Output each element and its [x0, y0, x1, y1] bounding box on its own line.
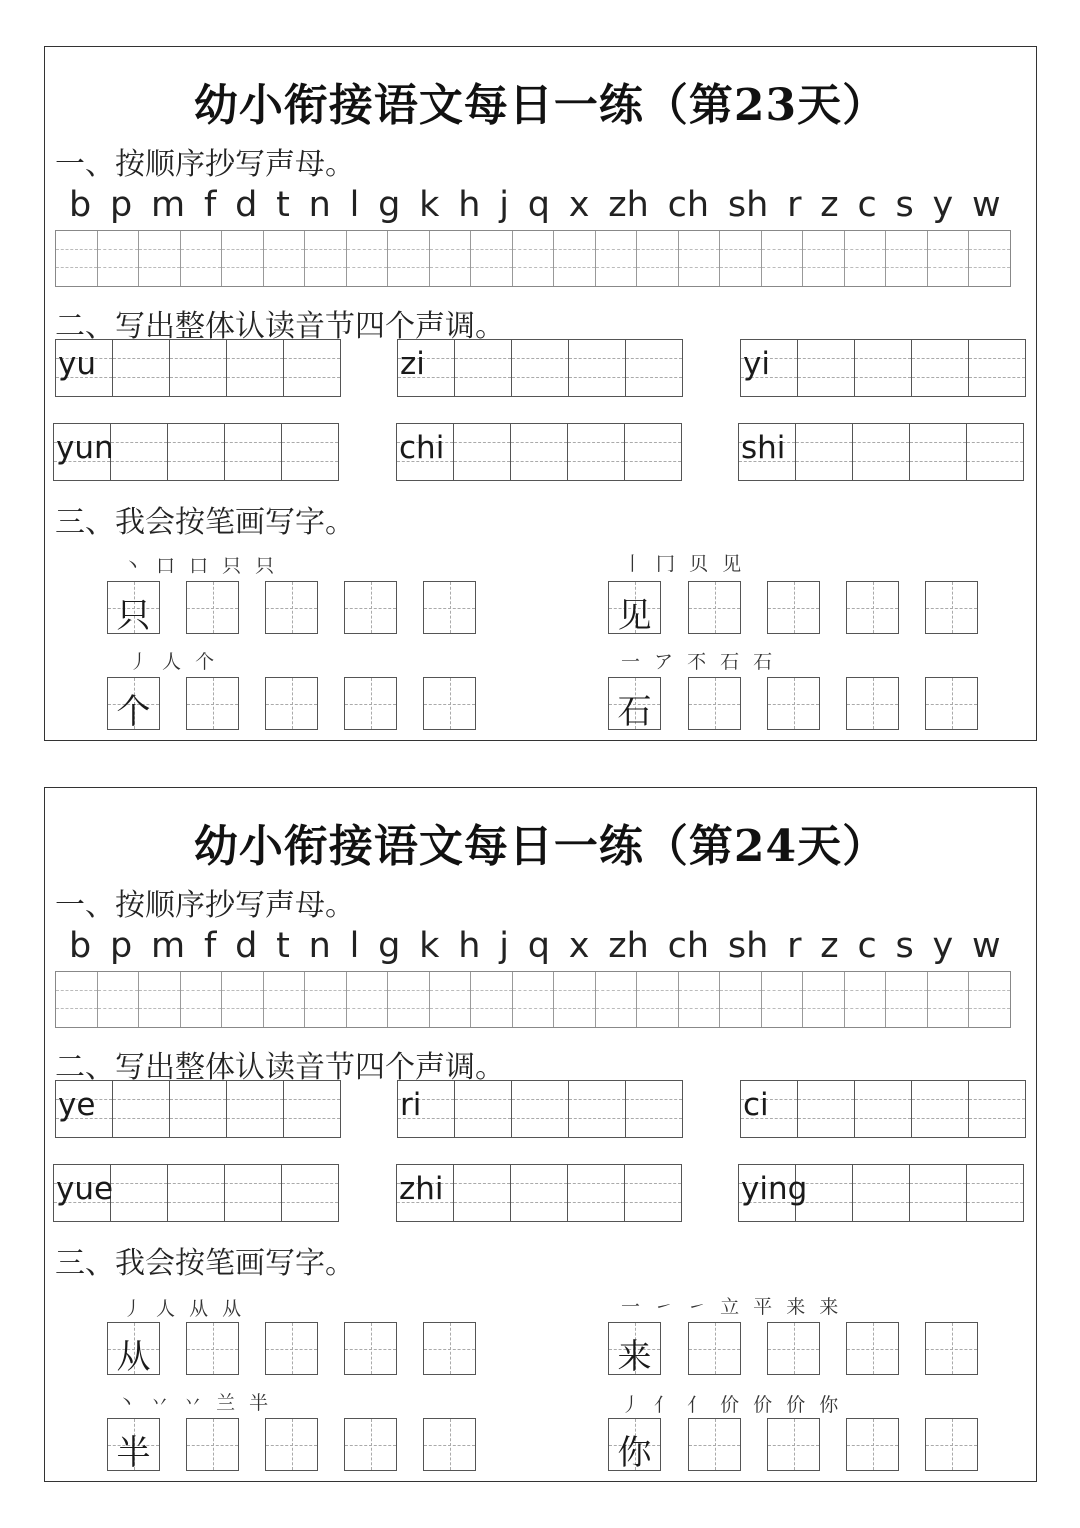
- writing-cell[interactable]: [845, 231, 887, 286]
- initial: w: [972, 926, 1001, 966]
- writing-cell[interactable]: [596, 231, 638, 286]
- writing-cell[interactable]: [347, 972, 389, 1027]
- practice-box[interactable]: [344, 1322, 397, 1375]
- initial: r: [787, 185, 802, 225]
- initial: m: [151, 185, 186, 225]
- practice-box[interactable]: [925, 1322, 978, 1375]
- section-3-heading: 三、我会按笔画写字。: [55, 505, 355, 540]
- writing-cell[interactable]: [98, 972, 140, 1027]
- worksheet-day-24: [44, 787, 1037, 1482]
- initial: j: [499, 185, 509, 225]
- model-character: 从: [116, 1337, 151, 1377]
- model-character-box: [608, 1418, 661, 1471]
- practice-box[interactable]: [265, 677, 318, 730]
- initial: r: [787, 926, 802, 966]
- syllable-writing-group[interactable]: [397, 1080, 683, 1138]
- practice-box[interactable]: [925, 677, 978, 730]
- section-1-heading: 一、按顺序抄写声母。: [55, 888, 355, 923]
- initial: h: [458, 926, 481, 966]
- section-1-heading: 一、按顺序抄写声母。: [55, 147, 355, 182]
- syllable-writing-group[interactable]: [396, 423, 682, 481]
- practice-box[interactable]: [688, 1322, 741, 1375]
- writing-cell[interactable]: [471, 972, 513, 1027]
- syllable-label: yue: [56, 1171, 114, 1207]
- writing-cell[interactable]: [222, 972, 264, 1027]
- syllable-writing-group[interactable]: [53, 423, 339, 481]
- initial: zh: [608, 926, 649, 966]
- initial: w: [972, 185, 1001, 225]
- model-character-box: [107, 581, 160, 634]
- practice-box[interactable]: [688, 581, 741, 634]
- practice-box[interactable]: [344, 581, 397, 634]
- model-character: 石: [617, 692, 652, 732]
- writing-cell[interactable]: [720, 231, 762, 286]
- practice-box[interactable]: [344, 1418, 397, 1471]
- syllable-writing-group[interactable]: [740, 339, 1026, 397]
- practice-box[interactable]: [688, 677, 741, 730]
- practice-box[interactable]: [265, 581, 318, 634]
- initial: q: [527, 185, 550, 225]
- syllable-writing-group[interactable]: [53, 1164, 339, 1222]
- practice-box[interactable]: [265, 1322, 318, 1375]
- practice-box[interactable]: [925, 581, 978, 634]
- practice-box[interactable]: [767, 1418, 820, 1471]
- worksheet-day-23: [44, 46, 1037, 741]
- practice-box[interactable]: [186, 1418, 239, 1471]
- practice-box[interactable]: [423, 1418, 476, 1471]
- syllable-label: ying: [741, 1171, 808, 1207]
- model-character: 只: [116, 596, 151, 636]
- initial: g: [378, 926, 401, 966]
- writing-cell[interactable]: [596, 972, 638, 1027]
- practice-box[interactable]: [846, 677, 899, 730]
- practice-box[interactable]: [846, 1322, 899, 1375]
- initial: q: [527, 926, 550, 966]
- practice-box[interactable]: [688, 1418, 741, 1471]
- syllable-label: yi: [743, 346, 770, 382]
- writing-cell[interactable]: [554, 972, 596, 1027]
- practice-box[interactable]: [846, 581, 899, 634]
- syllable-label: zhi: [399, 1171, 444, 1207]
- initial: c: [857, 185, 877, 225]
- initial: k: [419, 185, 440, 225]
- stroke-order: 丿 人 从 从: [123, 1298, 246, 1320]
- practice-box[interactable]: [186, 1322, 239, 1375]
- writing-cell[interactable]: [803, 972, 845, 1027]
- initial: k: [419, 926, 440, 966]
- practice-box[interactable]: [186, 581, 239, 634]
- writing-cell[interactable]: [347, 231, 389, 286]
- practice-box[interactable]: [423, 581, 476, 634]
- writing-cell[interactable]: [56, 231, 98, 286]
- writing-cell[interactable]: [928, 231, 970, 286]
- writing-cell[interactable]: [679, 231, 721, 286]
- model-character: 见: [617, 596, 652, 636]
- initial: sh: [727, 926, 769, 966]
- writing-cell[interactable]: [969, 231, 1010, 286]
- initial: g: [378, 185, 401, 225]
- writing-cell[interactable]: [56, 972, 98, 1027]
- stroke-order: 一 ㇀ ㇀ 立 平 来 来: [621, 1296, 843, 1318]
- writing-cell[interactable]: [886, 972, 928, 1027]
- syllable-label: yu: [58, 346, 96, 382]
- section-3-heading: 三、我会按笔画写字。: [55, 1246, 355, 1281]
- writing-cell[interactable]: [554, 231, 596, 286]
- writing-cell[interactable]: [637, 231, 679, 286]
- initial: s: [895, 926, 914, 966]
- writing-cell[interactable]: [305, 972, 347, 1027]
- practice-box[interactable]: [344, 677, 397, 730]
- writing-cell[interactable]: [803, 231, 845, 286]
- initials-row: [55, 185, 1015, 225]
- model-character: 来: [617, 1337, 652, 1377]
- writing-cell[interactable]: [513, 231, 555, 286]
- model-character-box: [107, 1322, 160, 1375]
- model-character-box: [608, 581, 661, 634]
- practice-box[interactable]: [186, 677, 239, 730]
- initial: l: [349, 185, 360, 225]
- syllable-writing-group[interactable]: [740, 1080, 1026, 1138]
- writing-cell[interactable]: [637, 972, 679, 1027]
- initial: z: [820, 926, 839, 966]
- syllable-label: ye: [58, 1087, 96, 1123]
- initial: c: [857, 926, 877, 966]
- initial: h: [458, 185, 481, 225]
- initial: sh: [727, 185, 769, 225]
- initial: z: [820, 185, 839, 225]
- initials-writing-grid[interactable]: [55, 971, 1011, 1028]
- syllable-writing-group[interactable]: [396, 1164, 682, 1222]
- writing-cell[interactable]: [886, 231, 928, 286]
- practice-box[interactable]: [767, 677, 820, 730]
- syllable-label: yun: [56, 430, 114, 466]
- initial: p: [110, 185, 133, 225]
- writing-cell[interactable]: [928, 972, 970, 1027]
- initial: d: [235, 926, 258, 966]
- initial: y: [932, 185, 954, 225]
- model-character: 你: [617, 1433, 652, 1473]
- syllable-label: shi: [741, 430, 786, 466]
- initial: b: [69, 185, 92, 225]
- model-character: 个: [116, 692, 151, 732]
- initial: n: [308, 185, 331, 225]
- initial: b: [69, 926, 92, 966]
- writing-cell[interactable]: [471, 231, 513, 286]
- initial: ch: [667, 926, 710, 966]
- writing-cell[interactable]: [222, 231, 264, 286]
- practice-box[interactable]: [846, 1418, 899, 1471]
- initial: s: [895, 185, 914, 225]
- syllable-label: zi: [400, 346, 425, 382]
- model-character-box: [608, 677, 661, 730]
- initial: y: [932, 926, 954, 966]
- initial: x: [568, 185, 590, 225]
- writing-cell[interactable]: [430, 231, 472, 286]
- stroke-order: 丶 口 口 只 只: [123, 555, 279, 577]
- practice-box[interactable]: [423, 677, 476, 730]
- syllable-writing-group[interactable]: [55, 339, 341, 397]
- writing-cell[interactable]: [720, 972, 762, 1027]
- writing-cell[interactable]: [264, 972, 306, 1027]
- initial: f: [203, 926, 217, 966]
- stroke-order: 丨 冂 贝 见: [623, 553, 746, 575]
- writing-cell[interactable]: [388, 231, 430, 286]
- writing-cell[interactable]: [181, 231, 223, 286]
- stroke-order: 一 ア 不 石 石: [621, 651, 777, 673]
- writing-cell[interactable]: [513, 972, 555, 1027]
- syllable-writing-group[interactable]: [397, 339, 683, 397]
- syllable-label: ri: [400, 1087, 422, 1123]
- model-character-box: [608, 1322, 661, 1375]
- initial: zh: [608, 185, 649, 225]
- initial: t: [276, 926, 290, 966]
- writing-cell[interactable]: [305, 231, 347, 286]
- writing-cell[interactable]: [845, 972, 887, 1027]
- initial: ch: [667, 185, 710, 225]
- syllable-label: chi: [399, 430, 445, 466]
- practice-box[interactable]: [767, 1322, 820, 1375]
- section-2-heading: 二、写出整体认读音节四个声调。: [55, 309, 505, 344]
- initials-row: [55, 926, 1015, 966]
- initial: j: [499, 926, 509, 966]
- syllable-writing-group[interactable]: [738, 423, 1024, 481]
- initial: l: [349, 926, 360, 966]
- initial: d: [235, 185, 258, 225]
- practice-box[interactable]: [767, 581, 820, 634]
- initial: n: [308, 926, 331, 966]
- writing-cell[interactable]: [430, 972, 472, 1027]
- practice-box[interactable]: [265, 1418, 318, 1471]
- writing-cell[interactable]: [388, 972, 430, 1027]
- writing-cell[interactable]: [98, 231, 140, 286]
- writing-cell[interactable]: [969, 972, 1010, 1027]
- stroke-order: 丿 人 个: [129, 651, 219, 673]
- practice-box[interactable]: [423, 1322, 476, 1375]
- syllable-writing-group[interactable]: [55, 1080, 341, 1138]
- stroke-order: 丿 亻 亻 价 价 价 你: [621, 1394, 843, 1416]
- model-character-box: [107, 1418, 160, 1471]
- initial: x: [568, 926, 590, 966]
- stroke-order: 丶 丷 丷 兰 半: [117, 1392, 273, 1414]
- writing-cell[interactable]: [762, 972, 804, 1027]
- initial: p: [110, 926, 133, 966]
- writing-cell[interactable]: [139, 231, 181, 286]
- syllable-writing-group[interactable]: [738, 1164, 1024, 1222]
- practice-box[interactable]: [925, 1418, 978, 1471]
- model-character-box: [107, 677, 160, 730]
- initial: m: [151, 926, 186, 966]
- syllable-label: ci: [743, 1087, 769, 1123]
- initial: f: [203, 185, 217, 225]
- writing-cell[interactable]: [139, 972, 181, 1027]
- worksheet-title: 幼小衔接语文每日一练（第24天）: [193, 821, 888, 872]
- initials-writing-grid[interactable]: [55, 230, 1011, 287]
- writing-cell[interactable]: [264, 231, 306, 286]
- model-character: 半: [116, 1433, 151, 1473]
- initial: t: [276, 185, 290, 225]
- writing-cell[interactable]: [679, 972, 721, 1027]
- writing-cell[interactable]: [181, 972, 223, 1027]
- worksheet-title: 幼小衔接语文每日一练（第23天）: [193, 80, 888, 131]
- section-2-heading: 二、写出整体认读音节四个声调。: [55, 1050, 505, 1085]
- writing-cell[interactable]: [762, 231, 804, 286]
